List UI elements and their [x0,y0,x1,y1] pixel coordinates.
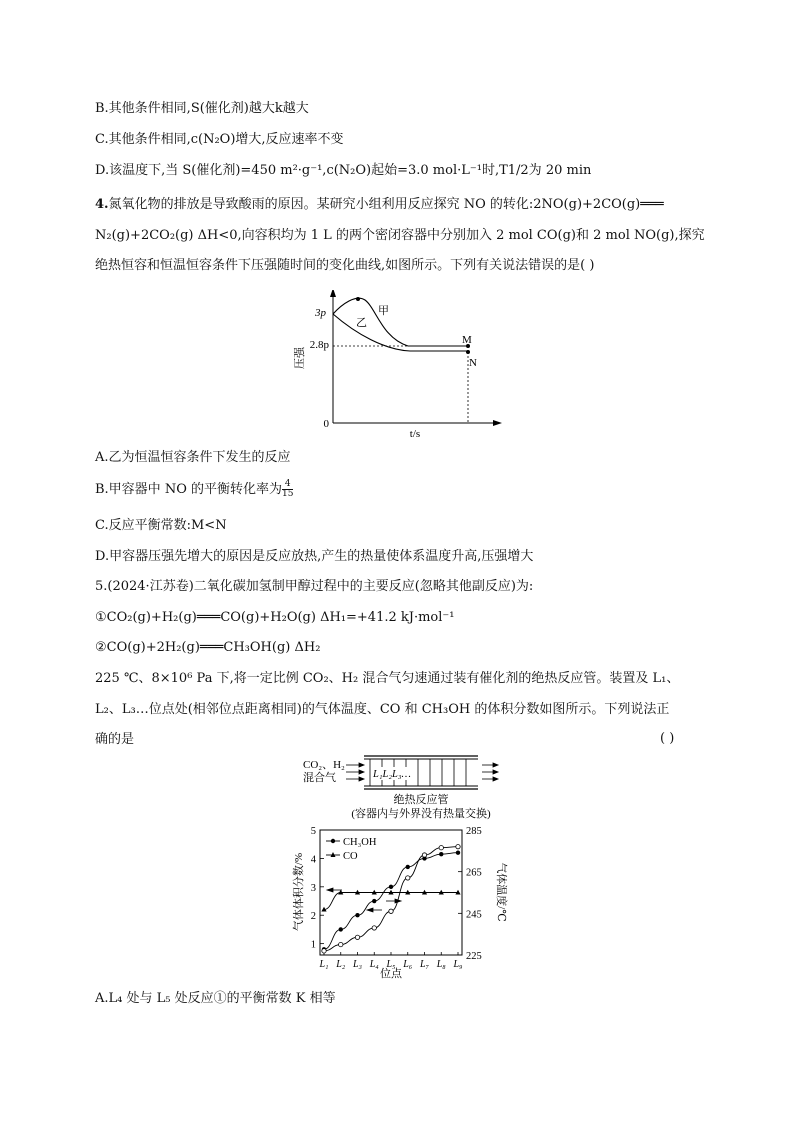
option-b: B.其他条件相同,S(催化剂)越大k越大 [95,101,309,116]
q5-stem-line4: 确的是 [95,732,135,747]
ytick-left-label: 5 [310,826,316,837]
xtick-label: L₅ [386,959,396,970]
point-n [466,350,470,354]
xtick-label: L₉ [453,959,463,970]
xtick-label: L₈ [436,959,446,970]
legend-co: CO [343,851,358,862]
xtick-label: L₄ [369,959,379,970]
label-m: M [462,334,472,346]
q4-stem-line3: 绝热恒容和恒温恒容条件下压强随时间的变化曲线,如图所示。下列有关说法错误的是( ) [95,258,595,273]
reactor-diagram [300,752,520,822]
chart-legend [326,837,377,862]
fraction-numerator: 4 [282,480,293,490]
data-point-ch3oh [456,851,460,855]
fig1-xlabel: t/s [409,428,421,440]
fig1-origin: 0 [323,418,329,430]
q4-option-d: D.甲容器压强先增大的原因是反应放热,产生的热量使体系温度升高,压强增大 [95,549,534,564]
q4-option-b-text: B.甲容器中 NO 的平衡转化率为 [95,482,282,497]
pressure-time-figure [290,290,510,440]
curve-jia-peak [356,297,360,301]
xtick-label: L₃ [352,959,363,970]
q4-number: 4. [95,197,109,212]
data-point-temperature [406,876,410,880]
data-point-ch3oh [406,865,410,869]
fig1-ylabel: 压强 [294,347,306,369]
xtick-label: L₁ [319,959,329,970]
axis-arrow-right [386,899,401,903]
option-d: D.该温度下,当 S(催化剂)=450 m²·g⁻¹,c(N₂O)起始=3.0 mol·L⁻¹时,T1/2为 20 min [95,163,592,178]
data-point-temperature [372,926,376,930]
q5-reaction-2: ②CO(g)+2H₂(g)═══CH₃OH(g) ΔH₂ [95,640,321,655]
q5-option-a: A.L₄ 处与 L₅ 处反应①的平衡常数 K 相等 [95,991,336,1006]
chart-xlabel: 位点 [380,968,402,980]
xtick-label: L₂ [336,959,346,970]
chart-ylabel-left: 气体体积分数/% [293,852,305,932]
legend-ch3oh: CH₃OH [343,837,377,848]
data-point-ch3oh [355,913,359,917]
ytick-right-label: 245 [466,909,482,921]
series-line-temperature [324,847,458,951]
q4-stem-line2: N₂(g)+2CO₂(g) ΔH<0,向容积均为 1 L 的两个密闭容器中分别加入 2 mol CO(g)和 2 mol NO(g),探究 [95,228,705,243]
reactor-caption: 绝热反应管 [393,794,449,806]
ytick-left-label: 1 [310,939,316,951]
q4-option-c: C.反应平衡常数:M<N [95,518,227,533]
data-point-temperature [439,846,443,850]
fig1-y-3p: 3p [315,307,326,319]
q4-stem-line1 [95,196,664,214]
q4-option-a: A.乙为恒温恒容条件下发生的反应 [95,450,291,465]
xtick-label: L₇ [419,959,430,970]
volume-fraction-temperature-chart [280,822,520,982]
reactor-point-labels: L₁L₂L₃… [373,769,411,780]
legend-co-marker [331,852,336,857]
fraction-4-15 [282,480,293,499]
reactor-caption-note: (容器内与外界没有热量交换) [351,808,491,820]
data-point-temperature [422,853,426,857]
curve-jia [333,298,468,346]
data-point-ch3oh [339,927,343,931]
data-point-temperature [355,935,359,939]
q4-option-b [95,480,293,499]
ytick-right-label: 285 [466,826,482,837]
q5-stem-line3: L₂、L₃…位点处(相邻位点距离相同)的气体温度、CO 和 CH₃OH 的体积分数如图所示。下列说法正 [95,702,670,717]
fraction-denominator: 15 [281,489,294,499]
data-point-ch3oh [372,899,376,903]
option-c: C.其他条件相同,c(N₂O)增大,反应速率不变 [95,132,344,147]
label-yi: 乙 [356,317,367,329]
label-jia: 甲 [378,305,389,317]
ytick-right-label: 225 [466,951,482,962]
data-point-temperature [339,942,343,946]
data-point-ch3oh [439,852,443,856]
q5-stem-line1: 5.(2024·江苏卷)二氧化碳加氢制甲醇过程中的主要反应(忽略其他副反应)为: [95,579,534,594]
reactor-inlet-label-2: 混合气 [303,772,336,784]
chart-ylabel-right: 气体温度/℃ [495,862,507,922]
ytick-left-label: 4 [310,854,316,866]
ytick-right-label: 265 [466,867,482,879]
data-point-temperature [322,949,326,953]
fig1-y-2-8p: 2.8p [309,339,329,351]
legend-ch3oh-marker [331,839,335,843]
label-n: N [469,357,477,369]
data-point-temperature [456,844,460,848]
data-point-temperature [389,909,393,913]
answer-bracket: ( ) [660,731,675,746]
data-point-ch3oh [389,885,393,889]
q5-reaction-1: ①CO₂(g)+H₂(g)═══CO(g)+H₂O(g) ΔH₁=+41.2 kJ·mol⁻¹ [95,610,455,625]
q4-stem-text1: 氮氧化物的排放是导致酸雨的原因。某研究小组利用反应探究 NO 的转化:2NO(g)+2CO(g)═══ [108,197,664,212]
ytick-left-label: 3 [310,882,316,894]
ytick-left-label: 2 [310,911,316,923]
reactor-inlet-label-1: CO₂、H₂ [303,759,345,771]
q5-stem-line2: 225 ℃、8×10⁶ Pa 下,将一定比例 CO₂、H₂ 混合气匀速通过装有催化剂的绝热反应管。装置及 L₁、 [95,671,680,686]
xtick-label: L₆ [403,959,413,970]
